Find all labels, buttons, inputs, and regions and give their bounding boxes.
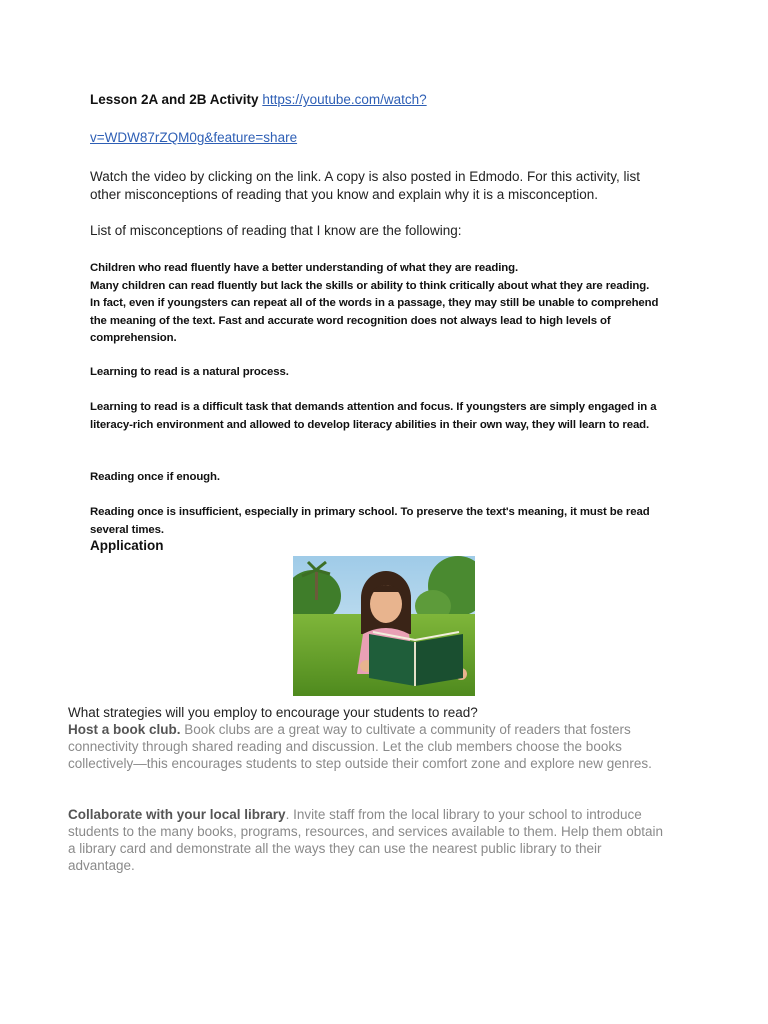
explanation-3: Reading once is insufficient, especially in primary school. To preserve the text's meaning, it must be read several times. [90, 506, 650, 536]
strategy-library [68, 806, 668, 874]
video-link-line2 [90, 130, 297, 145]
strategy-2-text: . Invite staff from the local library to your school to introduce students to the many books, programs, resources, and services available to them. Help them obtain a library card and demonstrate all the ways they can use the nearest public library to their advantage. [68, 807, 664, 873]
title-line [90, 92, 427, 107]
list-intro: List of misconceptions of reading that I know are the following: [90, 223, 462, 238]
instructions-paragraph: Watch the video by clicking on the link. A copy is also posted in Edmodo. For this activity, list other misconceptions of reading that you know and explain why it is a misconception. [90, 169, 641, 202]
explanation-1: Many children can read fluently but lack the skills or ability to think critically about what they are reading. In fact, even if youngsters can repeat all of the words in a passage, they may still be unable to comprehend the meaning of the text. Fast and accurate word recognition does not always lead to high levels of comprehension. [90, 279, 659, 344]
misconception-1: Children who read fluently have a better understanding of what they are reading. [90, 262, 519, 274]
misconception-block-1 [90, 260, 660, 348]
strategy-2-title: Collaborate with your local library [68, 807, 286, 822]
video-link-part2[interactable]: v=WDW87rZQM0g&feature=share [90, 130, 298, 145]
misconception-3: Reading once if enough. [90, 471, 220, 483]
strategies-question: What strategies will you employ to encourage your students to read? [68, 705, 478, 720]
video-link-part1[interactable]: https://youtube.com/watch? [262, 92, 427, 107]
strategy-book-club [68, 721, 668, 772]
lesson-title: Lesson 2A and 2B Activity [90, 92, 259, 107]
girl-reading-photo [293, 556, 475, 696]
misconception-2: Learning to read is a natural process. [90, 366, 289, 378]
strategy-1-text: Book clubs are a great way to cultivate a community of readers that fosters connectivity through shared reading and discussion. Let the club members choose the books collectively—this encourages students to step outside their comfort zone and explore new genres. [68, 722, 652, 771]
application-heading: Application [90, 538, 164, 553]
strategy-1-title: Host a book club. [68, 722, 181, 737]
explanation-2: Learning to read is a difficult task that demands attention and focus. If youngsters are simply engaged in a literacy-rich environment and allowed to develop literacy abilities in their own way, they will learn to read. [90, 401, 657, 431]
